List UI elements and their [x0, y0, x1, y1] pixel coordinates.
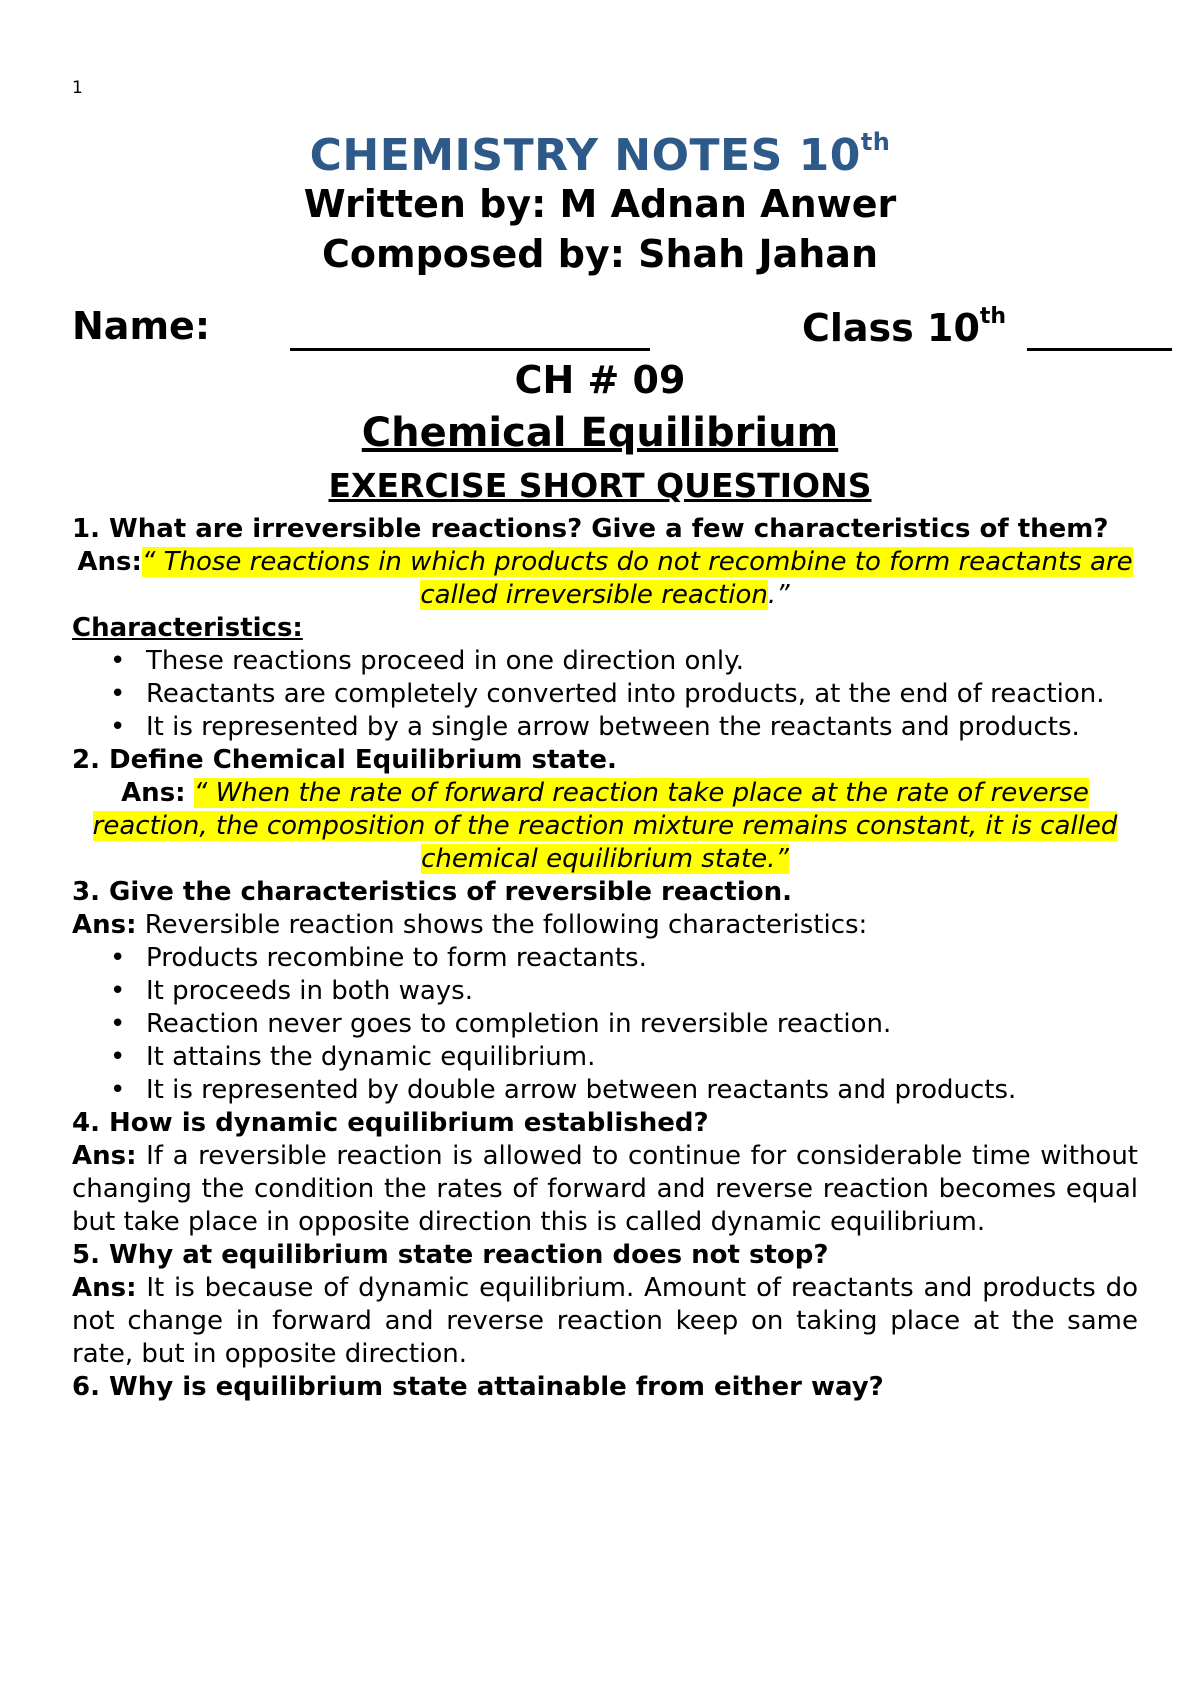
answer-3	[72, 909, 1138, 942]
highlighted-answer: “ When the rate of forward reaction take place at the rate of reverse reaction, the composition of the reaction mixture remains constant, it is called chemical equilibrium state.”	[92, 778, 1118, 874]
answer-5	[72, 1272, 1138, 1371]
question-6: 6. Why is equilibrium state attainable from either way?	[72, 1372, 884, 1402]
class-label	[802, 304, 1006, 350]
irreversible-characteristics-list	[72, 645, 1138, 744]
answer-text: If a reversible reaction is allowed to continue for considerable time without changing the condition the rates of forward and reverse reaction becomes equal but take place in opposite direction this is called dynamic equilibrium.	[72, 1141, 1139, 1237]
name-blank-line	[290, 348, 650, 351]
list-item: • Reaction never goes to completion in reversible reaction.	[146, 1008, 1138, 1041]
class-label-superscript: th	[979, 304, 1007, 329]
answer-label: Ans:	[72, 1273, 137, 1303]
answer-label: Ans:	[72, 1141, 137, 1171]
question-3: 3. Give the characteristics of reversible reaction.	[72, 877, 793, 907]
question-4: 4. How is dynamic equilibrium established?	[72, 1108, 709, 1138]
highlighted-answer: “ Those reactions in which products do not recombine to form reactants are called irreversible reaction	[141, 547, 1133, 610]
document-title-superscript: th	[860, 128, 891, 156]
section-heading: EXERCISE SHORT QUESTIONS	[328, 466, 872, 505]
answer-text: Reversible reaction shows the following characteristics:	[144, 910, 868, 940]
answer-1	[72, 546, 1138, 612]
reversible-characteristics-list	[72, 942, 1138, 1107]
list-item: • Reactants are completely converted into products, at the end of reaction.	[146, 678, 1138, 711]
answer-label: Ans:	[77, 547, 142, 577]
answer-4	[72, 1140, 1138, 1239]
document-title-text: CHEMISTRY NOTES 10	[309, 130, 861, 181]
list-item: • It proceeds in both ways.	[146, 975, 1138, 1008]
questions-body	[72, 513, 1138, 1404]
answer-label: Ans:	[121, 778, 186, 808]
name-label: Name:	[72, 304, 211, 348]
list-item: • These reactions proceed in one direction only.	[146, 645, 1138, 678]
composed-by-line: Composed by: Shah Jahan	[322, 232, 878, 276]
list-item: • It is represented by a single arrow between the reactants and products.	[146, 711, 1138, 744]
answer-text: It is because of dynamic equilibrium. Amount of reactants and products do not change in forward and reverse reaction keep on taking place at the same rate, but in opposite direction.	[72, 1273, 1139, 1369]
answer-label: Ans:	[72, 910, 137, 940]
list-item: • Products recombine to form reactants.	[146, 942, 1138, 975]
question-2: 2. Define Chemical Equilibrium state.	[72, 745, 617, 775]
chapter-number: CH # 09	[514, 358, 686, 402]
chapter-title: Chemical Equilibrium	[361, 410, 839, 456]
answer-tail: .”	[767, 580, 790, 610]
characteristics-heading: Characteristics:	[72, 613, 303, 643]
answer-2	[72, 777, 1138, 876]
class-blank-line	[1027, 348, 1172, 351]
question-5: 5. Why at equilibrium state reaction does not stop?	[72, 1240, 829, 1270]
list-item: • It attains the dynamic equilibrium.	[146, 1041, 1138, 1074]
document-title	[0, 128, 1200, 181]
class-label-text: Class 10	[802, 306, 980, 350]
question-1: 1. What are irreversible reactions? Give a few characteristics of them?	[72, 514, 1109, 544]
written-by-line: Written by: M Adnan Anwer	[303, 182, 897, 226]
list-item: • It is represented by double arrow between reactants and products.	[146, 1074, 1138, 1107]
page-number: 1	[72, 78, 83, 98]
name-class-row	[72, 304, 1168, 352]
